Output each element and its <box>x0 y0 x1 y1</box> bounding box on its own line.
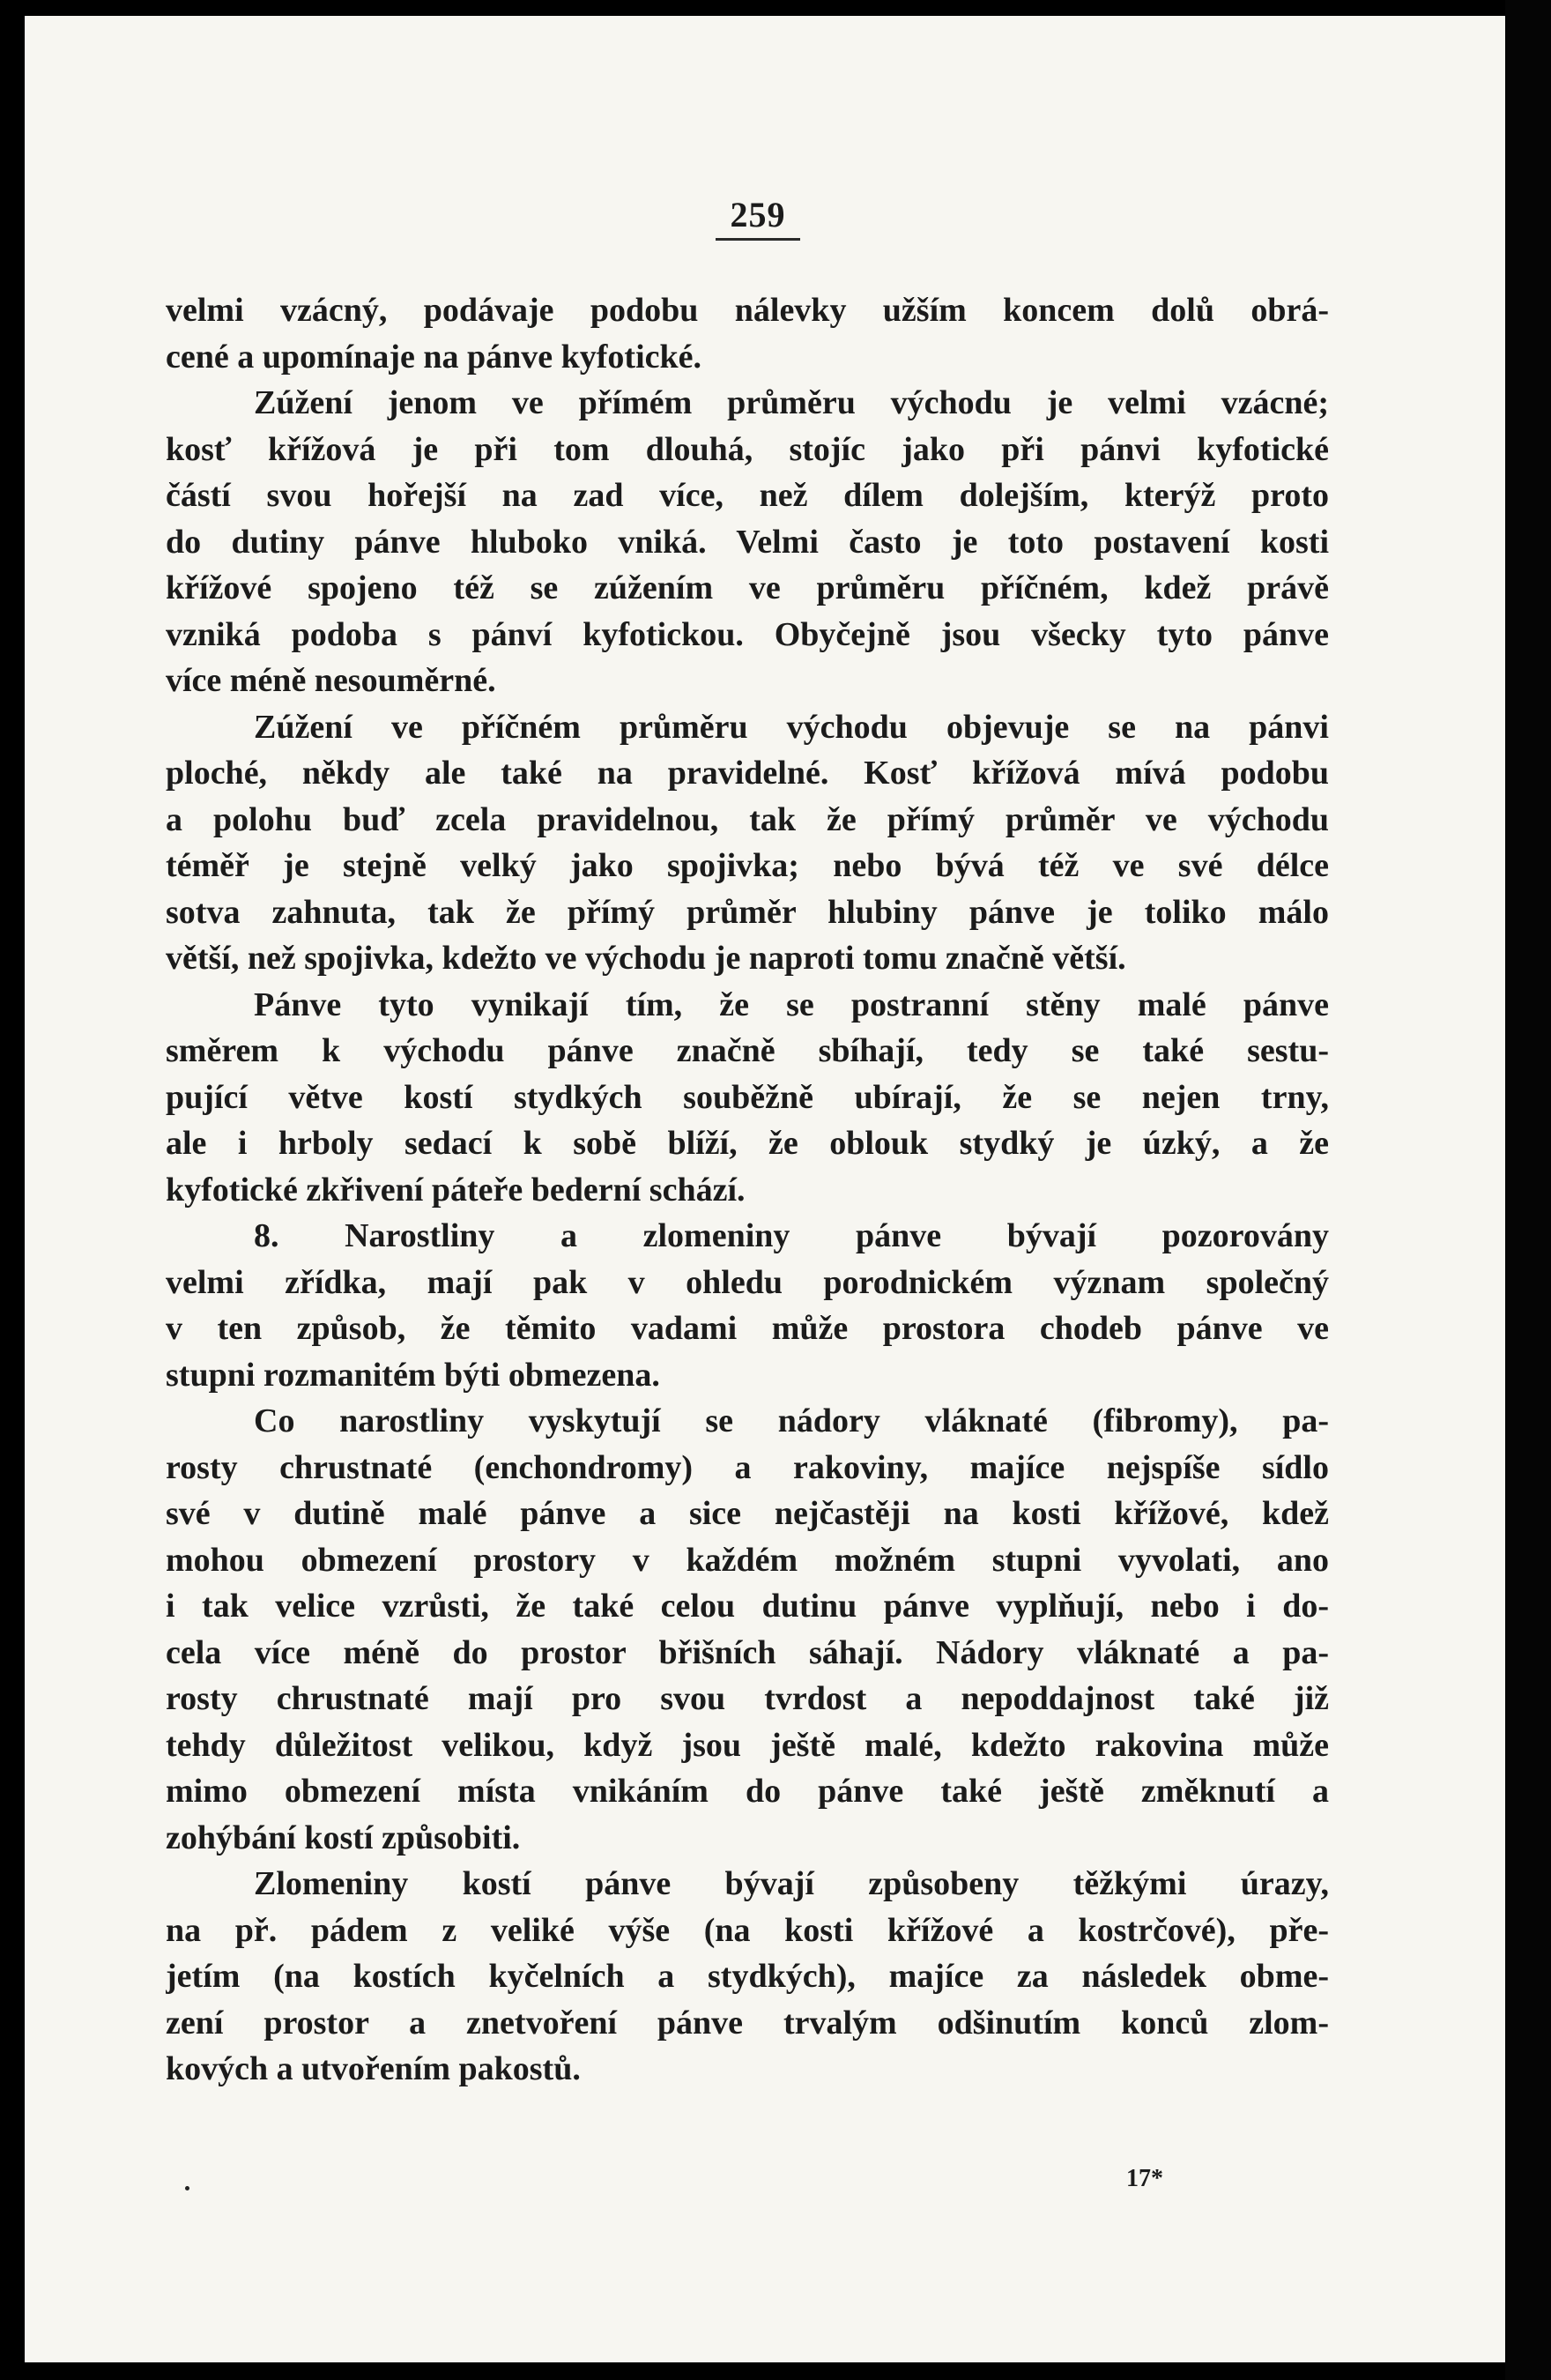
text-line: Pánve tyto vynikají tím, že se postranní stěny malé pánve <box>254 985 1329 1023</box>
text-line: mohou obmezení prostory v každém možném stupni vyvolati, ano <box>166 1541 1329 1579</box>
text-line: tehdy důležitost velikou, když jsou ještě malé, kdežto rakovina může <box>166 1726 1329 1764</box>
text-line: Zúžení jenom ve přímém průměru východu je velmi vzácné; <box>254 384 1329 421</box>
text-line: velmi vzácný, podávaje podobu nálevky užším koncem dolů obrá- <box>166 292 1329 329</box>
text-line: jetím (na kostích kyčelních a stydkých), majíce za následek obme- <box>166 1958 1329 1995</box>
text-line: částí svou hořejší na zad více, než dílem dolejším, kterýž proto <box>166 477 1329 514</box>
text-line: více méně nesouměrné. <box>166 662 496 699</box>
text-line: pující větve kostí stydkých souběžně ubírají, že se nejen trny, <box>166 1078 1329 1116</box>
text-line: mimo obmezení místa vnikáním do pánve také ještě změknutí a <box>166 1773 1329 1810</box>
text-line: kyfotické zkřivení páteře bederní schází. <box>166 1171 746 1209</box>
body-text <box>166 287 1329 2093</box>
text-line: 8. Narostliny a zlomeniny pánve bývají pozorovány <box>254 1217 1329 1254</box>
text-line: cela více méně do prostor břišních sáhají. Nádory vláknaté a pa- <box>166 1633 1329 1671</box>
text-line: větší, než spojivka, kdežto ve východu je naproti tomu značně větší. <box>166 940 1126 977</box>
text-line: sotva zahnuta, tak že přímý průměr hlubiny pánve je toliko málo <box>166 893 1329 931</box>
text-line: stupni rozmanitém býti obmezena. <box>166 1356 660 1394</box>
book-page <box>25 16 1505 2362</box>
text-line: v ten způsob, že těmito vadami může prostora chodeb pánve ve <box>166 1310 1329 1347</box>
text-line: kových a utvořením pakostů. <box>166 2050 581 2087</box>
text-line: ploché, někdy ale také na pravidelné. Kosť křížová mívá podobu <box>166 755 1329 792</box>
text-line: kosť křížová je při tom dlouhá, stojíc jako při pánvi kyfotické <box>166 430 1329 468</box>
text-line: Zúžení ve příčném průměru východu objevuje se na pánvi <box>254 708 1329 746</box>
text-line: ale i hrboly sedací k sobě blíží, že oblouk stydký je úzký, a že <box>166 1125 1329 1162</box>
text-line: vzniká podoba s pánví kyfotickou. Obyčejně jsou všecky tyto pánve <box>166 615 1329 653</box>
footer-dot <box>185 2186 189 2190</box>
text-line: a polohu buď zcela pravidelnou, tak že přímý průměr ve východu <box>166 800 1329 838</box>
text-line: Co narostliny vyskytují se nádory vláknaté (fibromy), pa- <box>254 1402 1329 1439</box>
scan-border <box>1505 0 1551 2380</box>
text-line: téměř je stejně velký jako spojivka; nebo bývá též ve své délce <box>166 847 1329 884</box>
text-line: zení prostor a znetvoření pánve trvalým odšinutím konců zlom- <box>166 2004 1329 2042</box>
text-line: Zlomeniny kostí pánve bývají způsobeny těžkými úrazy, <box>254 1865 1329 1902</box>
signature-mark: 17* <box>1126 2165 1163 2192</box>
text-line: směrem k východu pánve značně sbíhají, tedy se také sestu- <box>166 1032 1329 1069</box>
text-line: i tak velice vzrůsti, že také celou dutinu pánve vyplňují, nebo i do- <box>166 1588 1329 1625</box>
text-line: své v dutině malé pánve a sice nejčastěji na kosti křížové, kdež <box>166 1495 1329 1532</box>
text-line: cené a upomínaje na pánve kyfotické. <box>166 338 701 376</box>
text-line: do dutiny pánve hluboko vniká. Velmi často je toto postavení kosti <box>166 523 1329 561</box>
text-line: křížové spojeno též se zúžením ve průměru příčném, kdež právě <box>166 569 1329 606</box>
text-line: na př. pádem z veliké výše (na kosti křížové a kostrčové), pře- <box>166 1911 1329 1949</box>
text-line: rosty chrustnaté (enchondromy) a rakoviny, majíce nejspíše sídlo <box>166 1448 1329 1486</box>
text-line: velmi zřídka, mají pak v ohledu porodnickém význam společný <box>166 1263 1329 1301</box>
page-number-rule <box>716 238 800 241</box>
text-line: zohýbání kostí způsobiti. <box>166 1818 521 1856</box>
text-line: rosty chrustnaté mají pro svou tvrdost a nepoddajnost také již <box>166 1680 1329 1717</box>
page-number: 259 <box>730 195 786 234</box>
